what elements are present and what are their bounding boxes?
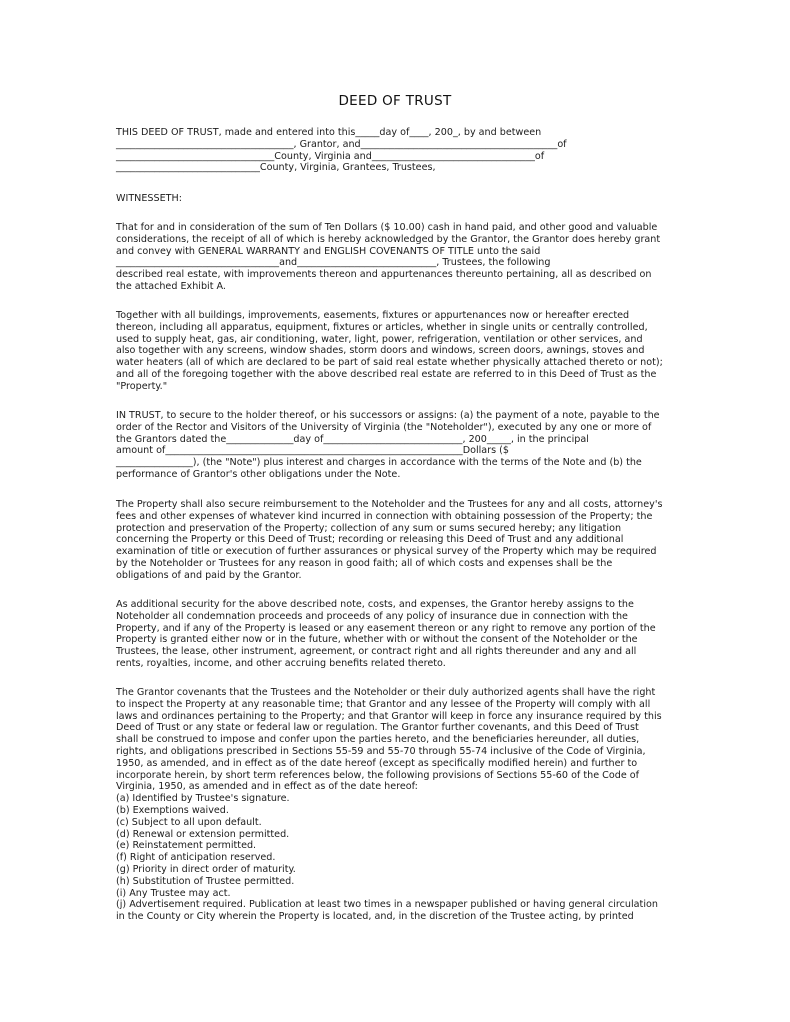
text-line: and all of the foregoing together with the above described real estate are referred to in this Deed of Trust as the (116, 368, 657, 380)
text-line: Virginia, 1950, as amended and in effect as of the date hereof: (116, 781, 418, 793)
text-line: THIS DEED OF TRUST, made and entered into this_____day of____, 200_, by and between (116, 127, 542, 138)
text-line: "Property." (116, 380, 168, 392)
together-paragraph (116, 310, 686, 393)
list-item: (e) Reinstatement permitted. (116, 840, 257, 852)
preamble-paragraph (116, 127, 686, 174)
text-line: __________________________________and_____________________________, Trustees, the following (116, 257, 551, 269)
text-line: order of the Rector and Visitors of the University of Virginia (the "Noteholder"), executed by any one or more of (116, 421, 652, 433)
text-line: also together with any screens, window shades, storm doors and windows, screen doors, awnings, stoves and (116, 345, 645, 357)
consideration-paragraph (116, 222, 686, 293)
text-line: used to supply heat, gas, air conditioning, water, light, power, refrigeration, ventilation or other services, and (116, 333, 643, 345)
text-line: Together with all buildings, improvements, easements, fixtures or appurtenances now or hereafter erected (116, 310, 630, 321)
list-item: (g) Priority in direct order of maturity. (116, 863, 296, 875)
text-line: amount of______________________________________________________________Dollars ($ (116, 445, 510, 457)
text-line: fees and other expenses of whatever kind incurred in connection with obtaining possession of the Property; the (116, 510, 653, 522)
in-trust-paragraph (116, 410, 686, 481)
list-item: (c) Subject to all upon default. (116, 816, 262, 828)
additional-security-paragraph (116, 599, 686, 670)
text-line: protection and preservation of the Property; collection of any sum or sums secured hereby; any litigation (116, 522, 622, 534)
text-line: As additional security for the above described note, costs, and expenses, the Grantor hereby assigns to the (116, 599, 634, 610)
text-line: 1950, as amended, and in effect as of the date hereof (except as specifically modified herein) and further to (116, 757, 638, 769)
text-line: WITNESSETH: (116, 193, 182, 204)
text-line: shall be construed to impose and confer upon the parties hereto, and the beneficiaries hereunder, all duties, (116, 734, 640, 746)
text-line: rents, royalties, income, and other accruing benefits related thereto. (116, 657, 446, 669)
list-item: (d) Renewal or extension permitted. (116, 828, 290, 840)
reimbursement-paragraph (116, 499, 686, 582)
text-line: laws and ordinances pertaining to the Property; and that Grantor will keep in force any insurance required by this (116, 710, 662, 722)
document-title: DEED OF TRUST (338, 93, 452, 109)
text-line: ______________________________County, Virginia, Grantees, Trustees, (116, 162, 436, 174)
text-line: Property, and if any of the Property is leased or any easement thereon or any right to remove any portion of the (116, 622, 656, 634)
text-line: examination of title or execution of further assurances or physical survey of the Property which may be required (116, 546, 657, 558)
text-line: by the Noteholder or Trustees for any reason in good faith; all of which costs and expenses shall be the (116, 557, 613, 569)
text-line: rights, and obligations prescribed in Sections 55-59 and 55-70 through 55-74 inclusive of the Code of Virginia, (116, 745, 646, 757)
text-line: concerning the Property or this Deed of Trust; recording or releasing this Deed of Trust and any additional (116, 534, 624, 546)
text-line: That for and in consideration of the sum of Ten Dollars ($ 10.00) cash in hand paid, and other good and valuable (116, 222, 658, 233)
list-item: (j) Advertisement required. Publication at least two times in a newspaper published or having general circulation (116, 899, 658, 911)
list-item: (a) Identified by Trustee's signature. (116, 793, 290, 805)
text-line: thereon, including all apparatus, equipment, fixtures or articles, whether in single units or centrally controlled, (116, 321, 648, 333)
text-line: incorporate herein, by short term references below, the following provisions of Sections 55-60 of the Code of (116, 769, 640, 781)
text-line: in the County or City wherein the Property is located, and, in the discretion of the Trustee acting, by printed (116, 911, 634, 923)
text-line: The Property shall also secure reimbursement to the Noteholder and the Trustees for any and all costs, attorney's (116, 499, 663, 510)
text-line: Noteholder all condemnation proceeds and proceeds of any policy of insurance due in connection with the (116, 610, 628, 622)
text-line: described real estate, with improvements thereon and appurtenances thereunto pertaining, all as described on (116, 269, 652, 281)
text-line: Deed of Trust or any state or federal law or regulation. The Grantor further covenants, and this Deed of Trust (116, 722, 639, 734)
list-item: (f) Right of anticipation reserved. (116, 852, 276, 864)
text-line: water heaters (all of which are declared to be part of said real estate whether physically attached thereto or not); (116, 357, 663, 369)
text-line: ________________), (the "Note") plus interest and charges in accordance with the terms of the Note and (b) the (116, 457, 642, 469)
text-line: Property is granted either now or in the future, whether with or without the consent of the Noteholder or the (116, 634, 638, 646)
text-line: performance of Grantor's other obligations under the Note. (116, 468, 401, 480)
text-line: _____________________________________, Grantor, and_________________________________________of (116, 138, 567, 150)
text-line: The Grantor covenants that the Trustees and the Noteholder or their duly authorized agents shall have the right (116, 687, 656, 698)
witnesseth-heading (116, 193, 686, 205)
text-line: IN TRUST, to secure to the holder thereof, or his successors or assigns: (a) the payment of a note, payable to the (116, 410, 660, 421)
list-item: (h) Substitution of Trustee permitted. (116, 875, 295, 887)
list-item: (i) Any Trustee may act. (116, 887, 231, 899)
text-line: the attached Exhibit A. (116, 280, 226, 292)
text-line: Trustees, the lease, other instrument, agreement, or contract right and all rights thereunder and any and all (116, 646, 637, 658)
text-line: considerations, the receipt of all of which is hereby acknowledged by the Grantor, the Grantor does hereby grant (116, 233, 661, 245)
covenants-paragraph (116, 687, 686, 923)
text-line: _________________________________County, Virginia and__________________________________of (116, 150, 545, 162)
list-item: (b) Exemptions waived. (116, 804, 229, 816)
text-line: and convey with GENERAL WARRANTY and ENGLISH COVENANTS OF TITLE unto the said (116, 245, 541, 257)
text-line: to inspect the Property at any reasonable time; that Grantor and any lessee of the Property will comply with all (116, 698, 651, 710)
text-line: the Grantors dated the______________day of_____________________________, 200_____, in the principal (116, 433, 589, 445)
text-line: obligations of and paid by the Grantor. (116, 569, 302, 581)
